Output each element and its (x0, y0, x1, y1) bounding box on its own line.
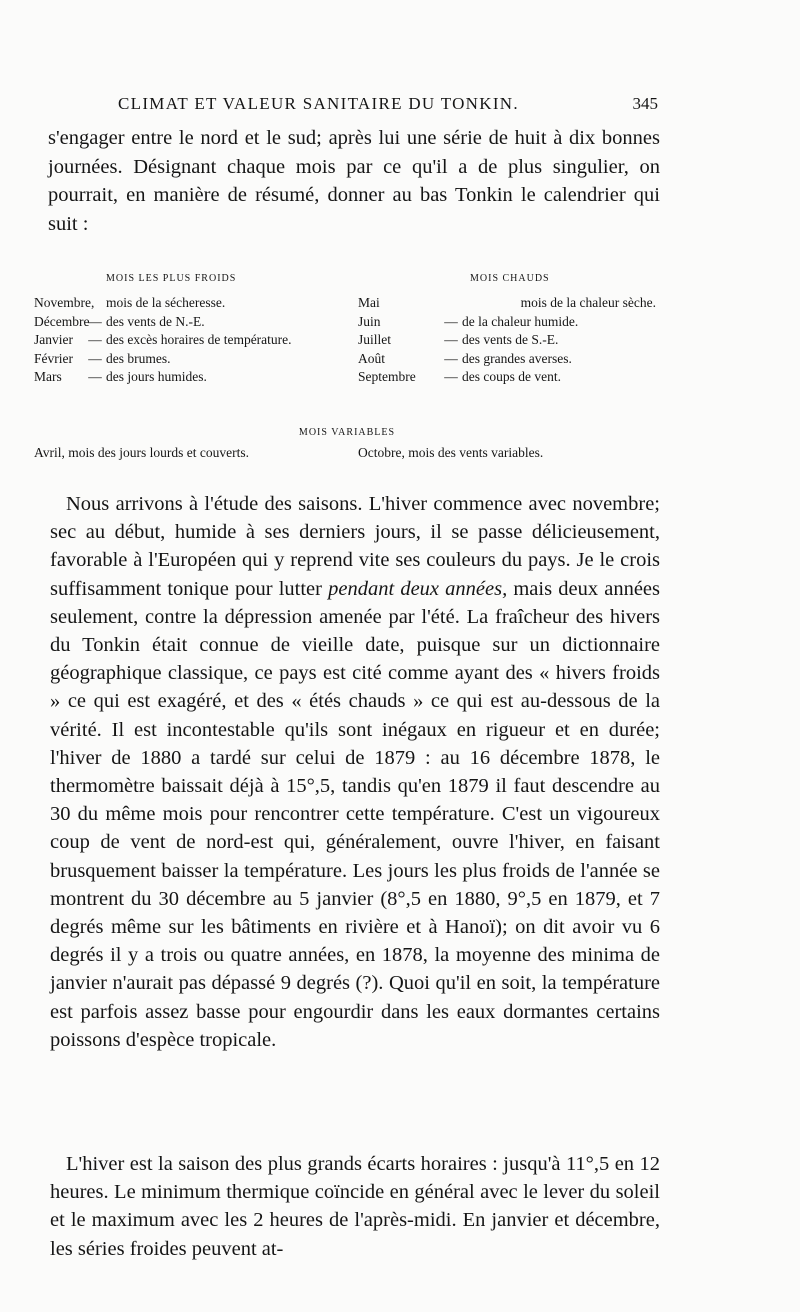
ditto-dash: — (88, 350, 102, 366)
hours-paragraph (50, 1150, 660, 1263)
month-description: des excès horaires de température. (106, 332, 292, 348)
ditto-dash: — (444, 332, 458, 348)
list-item (358, 368, 660, 387)
seasons-text: Nous arrivons à l'étude des saisons. L'hiver commence avec novembre; sec au début, humide à ses derniers jours, il se passe délicieusement, favorable à l'Européen qui y reprend vite ses couleurs du pays. Je le crois suffisamment tonique pour lutter pendant deux années, mais deux années seulement, contre la dépression amenée par l'été. La fraîcheur des hivers du Tonkin était connue de vieille date, puisque sur un dictionnaire géographique classique, ce pays est cité comme ayant des « hivers froids » ce qui est exagéré, et des « étés chauds » ce qui est au-dessous de la vérité. Il est incontestable qu'ils sont inégaux en rigueur et en durée; l'hiver de 1880 a tardé sur celui de 1879 : au 16 décembre 1878, le thermomètre baissait déjà à 15°,5, tandis qu'en 1879 il faut descendre au 30 du même mois pour rencontrer cette température. C'est un vigoureux coup de vent de nord-est qui, généralement, ouvre l'hiver, en faisant brusquement baisser la température. Les jours les plus froids de l'année se montrent du 30 décembre au 5 janvier (8°,5 en 1880, 9°,5 en 1879, et 7 degrés même sur les bâtiments en rivière et à Hanoï); on dit avoir vu 6 degrés il y a trois ou quatre années, en 1878, la moyenne des minima de janvier n'aurait pas dépassé 9 degrés (?). Quoi qu'il en soit, la température est parfois assez basse pour engourdir dans les eaux dormantes certains poissons d'espèce tropicale. (50, 493, 660, 1051)
intro-text: s'engager entre le nord et le sud; après lui une série de huit à dix bonnes journées. Désignant chaque mois par ce qu'il a de plus singulier, on pourrait, en manière de résumé, donner au bas Tonkin le calendrier qui suit : (48, 127, 660, 235)
running-title: CLIMAT ET VALEUR SANITAIRE DU TONKIN. (118, 94, 519, 113)
hot-months-heading: MOIS CHAUDS (470, 273, 550, 284)
month-description: des vents de N.-E. (106, 313, 205, 329)
list-item (358, 313, 660, 332)
variable-months-heading: MOIS VARIABLES (298, 427, 396, 438)
month-name: Septembre (358, 369, 416, 385)
month-description: de la chaleur humide. (462, 313, 579, 329)
month-description: mois de la chaleur sèche. (520, 295, 656, 310)
month-description: des vents de S.-E. (462, 332, 559, 348)
month-name: Décembre (34, 313, 90, 329)
hot-months-list (358, 294, 660, 387)
month-name: Mars (34, 369, 62, 385)
seasons-paragraph (50, 490, 660, 1054)
intro-paragraph (48, 124, 660, 238)
page-number: 345 (632, 94, 658, 113)
list-item (34, 294, 334, 313)
month-name: Janvier (34, 332, 73, 348)
ditto-dash: — (444, 313, 458, 329)
list-item (358, 331, 660, 350)
month-name: Février (34, 350, 73, 366)
variable-month-april: Avril, mois des jours lourds et couverts. (34, 445, 249, 460)
month-description: mois de la sécheresse. (106, 295, 226, 310)
ditto-dash: — (88, 313, 102, 329)
month-description: des grandes averses. (462, 350, 572, 366)
ditto-dash (84, 294, 106, 313)
list-item (34, 313, 334, 332)
month-description: des jours humides. (106, 369, 207, 385)
hours-text: L'hiver est la saison des plus grands écarts horaires : jusqu'à 11°,5 en 12 heures. Le minimum thermique coïncide en général avec le lever du soleil et le maximum avec les 2 heures de l'après-midi. En janvier et décembre, les séries froides peuvent at- (50, 1153, 660, 1260)
month-description: des brumes. (106, 350, 171, 366)
cold-months-heading: MOIS LES PLUS FROIDS (106, 273, 237, 284)
month-name: Juin (358, 313, 381, 329)
month-name: Juillet (358, 332, 391, 348)
list-item (358, 350, 660, 369)
month-name: Novembre, (34, 295, 95, 310)
month-name: Mai (358, 295, 380, 310)
month-name: Août (358, 350, 385, 366)
variable-month-october: Octobre, mois des vents variables. (358, 445, 544, 460)
ditto-dash: — (88, 369, 102, 385)
ditto-dash: — (444, 350, 458, 366)
list-item (34, 331, 334, 350)
list-item (34, 350, 334, 369)
italic-phrase: pendant deux années, (328, 577, 508, 600)
list-item (358, 294, 660, 313)
month-description: des coups de vent. (462, 369, 561, 385)
list-item (34, 368, 334, 387)
ditto-dash: — (88, 332, 102, 348)
ditto-dash: — (444, 369, 458, 385)
cold-months-list (34, 294, 334, 387)
